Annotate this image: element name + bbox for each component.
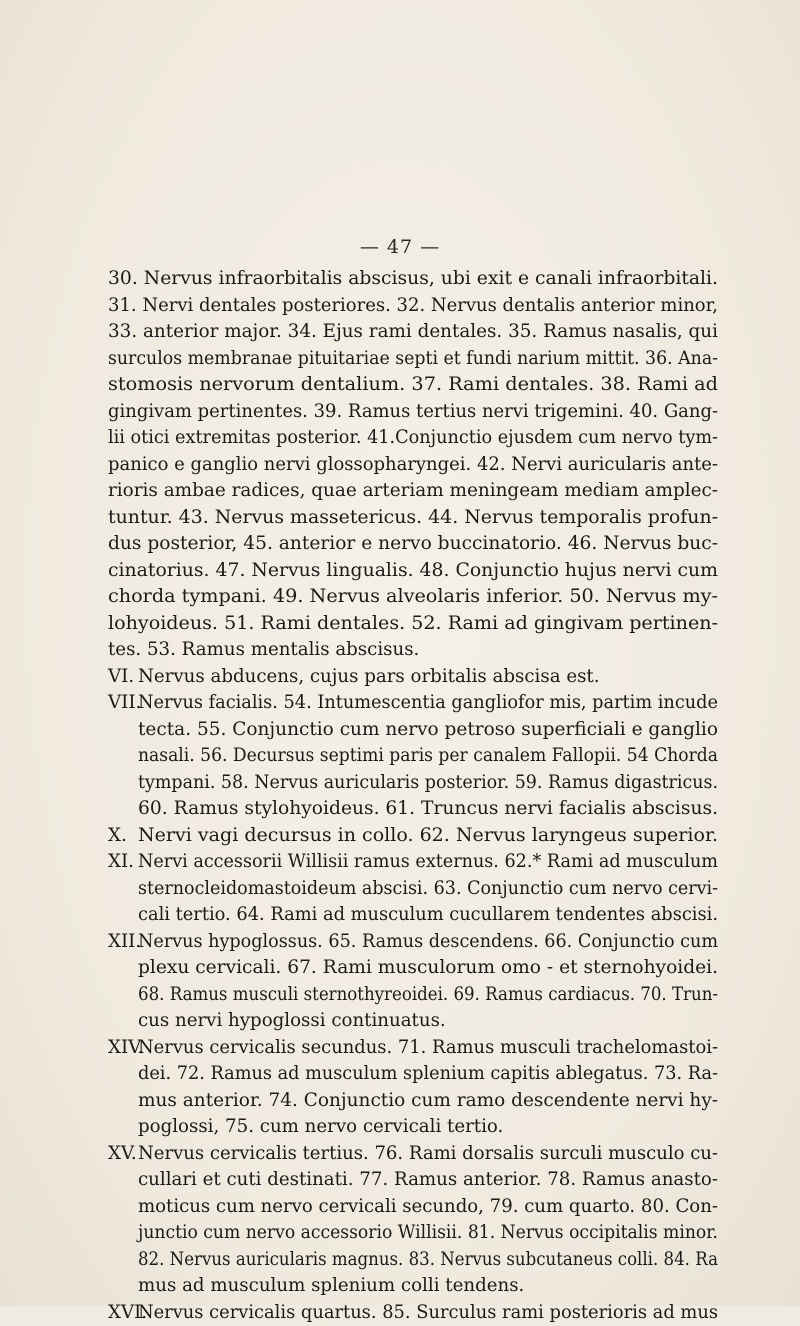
text-line [108,823,718,850]
line-text: sternocleidomastoideum abscisi. 63. Conjunctio cum nervo cervi- [138,876,718,903]
text-line [108,955,718,982]
text-line [108,849,718,876]
text-line [108,399,718,426]
line-text: Nervi accessorii Willisii ramus externus. 62.* Rami ad musculum [138,849,718,876]
text-line [108,1167,718,1194]
line-text: cullari et cuti destinati. 77. Ramus anterior. 78. Ramus anasto- [138,1167,718,1194]
text-line [108,1035,718,1062]
line-text: Nervus hypoglossus. 65. Ramus descendens. 66. Conjunctio cum [138,929,718,956]
text-line [108,664,718,691]
line-text: Nervi vagi decursus in collo. 62. Nervus laryngeus superior. [138,823,718,850]
section-numeral: VI. [108,664,138,691]
text-body [108,266,718,1326]
line-text: moticus cum nervo cervicali secundo, 79. cum quarto. 80. Con- [138,1194,718,1221]
line-text: chorda tympani. 49. Nervus alveolaris inferior. 50. Nervus my- [108,584,718,611]
section-numeral: VII. [108,690,138,717]
line-text: dei. 72. Ramus ad musculum splenium capitis ablegatus. 73. Ra- [138,1061,718,1088]
text-line [108,1273,718,1300]
text-line [108,611,718,638]
text-line [108,796,718,823]
line-text: nasali. 56. Decursus septimi paris per canalem Fallopii. 54 Chorda [138,743,718,770]
line-text: 82. Nervus auricularis magnus. 83. Nervus subcutaneus colli. 84. Ra [138,1247,718,1274]
text-line [108,1194,718,1221]
line-text: panico e ganglio nervi glossopharyngei. 42. Nervi auricularis ante- [108,452,718,479]
text-line [108,1141,718,1168]
line-text: junctio cum nervo accessorio Willisii. 81. Nervus occipitalis minor. [138,1220,718,1247]
section-numeral: X. [108,823,138,850]
line-text: plexu cervicali. 67. Rami musculorum omo - et sternohyoidei. [138,955,718,982]
text-line [108,743,718,770]
section-numeral: XV. [108,1141,138,1168]
line-text: lohyoideus. 51. Rami dentales. 52. Rami ad gingivam pertinen- [108,611,718,638]
text-line [108,1220,718,1247]
text-line [108,319,718,346]
line-text: gingivam pertinentes. 39. Ramus tertius nervi trigemini. 40. Gang- [108,399,718,426]
line-text: poglossi, 75. cum nervo cervicali tertio. [138,1114,503,1141]
text-line [108,929,718,956]
text-line [108,690,718,717]
line-text: tympani. 58. Nervus auricularis posterior. 59. Ramus digastricus. [138,770,718,797]
line-text: tecta. 55. Conjunctio cum nervo petroso superficiali e ganglio [138,717,718,744]
text-line [108,372,718,399]
text-line [108,584,718,611]
section-numeral: XIV. [108,1035,138,1062]
text-line [108,531,718,558]
text-line [108,1061,718,1088]
text-line [108,505,718,532]
line-text: rioris ambae radices, quae arteriam meningeam mediam amplec- [108,478,718,505]
line-text: 31. Nervi dentales posteriores. 32. Nervus dentalis anterior minor, [108,293,718,320]
text-line [108,1088,718,1115]
text-line [108,266,718,293]
text-line [108,1008,718,1035]
line-text: Nervus abducens, cujus pars orbitalis abscisa est. [138,664,600,691]
text-line [108,558,718,585]
line-text: Nervus cervicalis secundus. 71. Ramus musculi trachelomastoi- [138,1035,718,1062]
line-text: cinatorius. 47. Nervus lingualis. 48. Conjunctio hujus nervi cum [108,558,718,585]
line-text: tuntur. 43. Nervus massetericus. 44. Nervus temporalis profun- [108,505,718,532]
line-text: 60. Ramus stylohyoideus. 61. Truncus nervi facialis abscisus. [138,796,718,823]
section-numeral: XII. [108,929,138,956]
line-text: mus ad musculum splenium colli tendens. [138,1273,524,1300]
line-text: 33. anterior major. 34. Ejus rami dentales. 35. Ramus nasalis, qui [108,319,718,346]
text-line [108,478,718,505]
text-line [108,902,718,929]
text-line [108,1114,718,1141]
text-line [108,1247,718,1274]
text-line [108,637,718,664]
line-text: Nervus facialis. 54. Intumescentia gangliofor mis, partim incude [138,690,718,717]
text-line [108,982,718,1009]
text-line [108,876,718,903]
text-line [108,770,718,797]
line-text: stomosis nervorum dentalium. 37. Rami dentales. 38. Rami ad [108,372,718,399]
line-text: dus posterior, 45. anterior e nervo buccinatorio. 46. Nervus buc- [108,531,718,558]
line-text: tes. 53. Ramus mentalis abscisus. [108,637,419,664]
text-line [108,1300,718,1326]
page-number: — 47 — [0,236,800,258]
line-text: lii otici extremitas posterior. 41.Conjunctio ejusdem cum nervo tym- [108,425,718,452]
text-line [108,346,718,373]
text-line [108,293,718,320]
line-text: 68. Ramus musculi sternothyreoidei. 69. Ramus cardiacus. 70. Trun- [138,982,718,1009]
section-numeral: XI. [108,849,138,876]
line-text: Nervus cervicalis quartus. 85. Surculus rami posterioris ad mus [138,1300,718,1326]
section-numeral: XVI. [108,1300,138,1326]
line-text: Nervus cervicalis tertius. 76. Rami dorsalis surculi musculo cu- [138,1141,718,1168]
line-text: 30. Nervus infraorbitalis abscisus, ubi exit e canali infraorbitali. [108,266,718,293]
text-line [108,452,718,479]
line-text: surculos membranae pituitariae septi et fundi narium mittit. 36. Ana- [108,346,718,373]
line-text: mus anterior. 74. Conjunctio cum ramo descendente nervi hy- [138,1088,718,1115]
text-line [108,717,718,744]
line-text: cali tertio. 64. Rami ad musculum cucullarem tendentes abscisi. [138,902,718,929]
text-line [108,425,718,452]
line-text: cus nervi hypoglossi continuatus. [138,1008,446,1035]
